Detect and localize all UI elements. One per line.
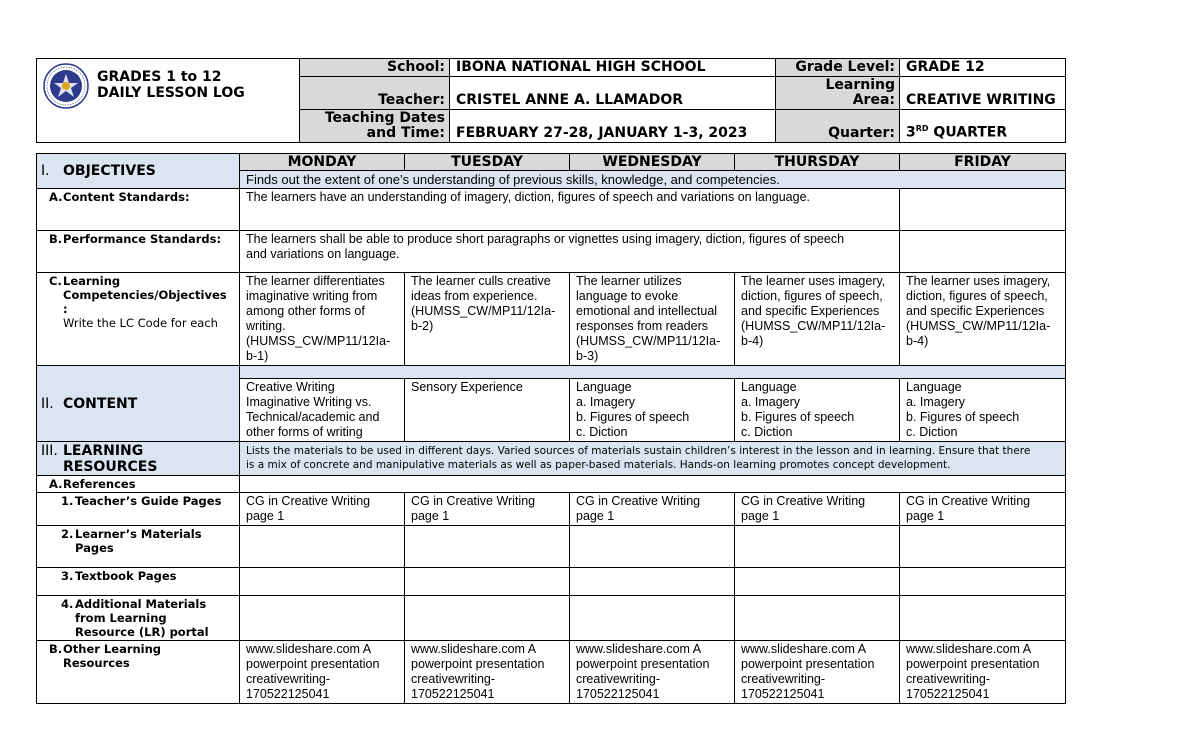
school-label: School: <box>300 59 450 77</box>
tb-monday <box>240 568 405 596</box>
content-thursday: Language a. Imagery b. Figures of speech c. Diction <box>735 379 900 442</box>
am-wednesday <box>570 596 735 641</box>
lm-friday <box>900 526 1066 568</box>
teacher-label: Teacher: <box>300 77 450 110</box>
competencies-label: C.Learning Competencies/Objectives : Write the LC Code for each <box>37 273 240 366</box>
content-standards-text: The learners have an understanding of imagery, diction, figures of speech and variations on language. <box>240 189 900 231</box>
performance-standards-text: The learners shall be able to produce short paragraphs or vignettes using imagery, diction, figures of speech and variations on language. <box>240 231 900 273</box>
am-thursday <box>735 596 900 641</box>
learning-resources-heading: III. LEARNING RESOURCES <box>37 442 240 476</box>
am-friday <box>900 596 1066 641</box>
tb-friday <box>900 568 1066 596</box>
performance-standards-friday <box>900 231 1066 273</box>
tg-monday: CG in Creative Writing page 1 <box>240 493 405 526</box>
lm-monday <box>240 526 405 568</box>
additional-materials-label: 4. Additional Materials from Learning Resource (LR) portal <box>37 596 240 641</box>
day-thursday: THURSDAY <box>735 154 900 171</box>
header-table <box>36 58 1066 143</box>
learning-resources-description: Lists the materials to be used in different days. Varied sources of materials sustain children’s interest in the lesson and in learning. Ensure that there is a mix of concrete and manipulative materials as well as paper-based materials. Hands-on learning promotes concept development. <box>240 442 1066 476</box>
content-friday: Language a. Imagery b. Figures of speech c. Diction <box>900 379 1066 442</box>
title-line-1: GRADES 1 to 12 <box>97 69 222 85</box>
tg-friday: CG in Creative Writing page 1 <box>900 493 1066 526</box>
tb-tuesday <box>405 568 570 596</box>
references-label: A.References <box>37 476 240 493</box>
lm-wednesday <box>570 526 735 568</box>
day-monday: MONDAY <box>240 154 405 171</box>
competency-wednesday: The learner utilizes language to evoke emotional and intellectual responses from readers (HUMSS_CW/MP11/12Ia- b-3) <box>570 273 735 366</box>
references-row <box>240 476 1066 493</box>
other-resources-label: B.Other Learning Resources <box>37 641 240 704</box>
title-line-2: DAILY LESSON LOG <box>97 85 245 101</box>
other-wednesday: www.slideshare.com A powerpoint presentation creativewriting- 170522125041 <box>570 641 735 704</box>
competency-friday: The learner uses imagery, diction, figures of speech, and specific Experiences (HUMSS_CW/MP11/12Ia- b-4) <box>900 273 1066 366</box>
lesson-log-table <box>36 153 1066 704</box>
teaching-dates-label: Teaching Dates and Time: <box>300 110 450 143</box>
content-blue-band <box>240 366 1066 379</box>
textbook-pages-label: 3. Textbook Pages <box>37 568 240 596</box>
tg-tuesday: CG in Creative Writing page 1 <box>405 493 570 526</box>
tg-wednesday: CG in Creative Writing page 1 <box>570 493 735 526</box>
title-cell <box>37 59 300 143</box>
content-tuesday: Sensory Experience <box>405 379 570 442</box>
teachers-guide-label: 1. Teacher’s Guide Pages <box>37 493 240 526</box>
competency-thursday: The learner uses imagery, diction, figures of speech, and specific Experiences (HUMSS_CW/MP11/12Ia- b-4) <box>735 273 900 366</box>
teacher-value: CRISTEL ANNE A. LLAMADOR <box>450 77 776 110</box>
other-monday: www.slideshare.com A powerpoint presentation creativewriting- 170522125041 <box>240 641 405 704</box>
other-tuesday: www.slideshare.com A powerpoint presentation creativewriting- 170522125041 <box>405 641 570 704</box>
tb-wednesday <box>570 568 735 596</box>
performance-standards-label: B.Performance Standards: <box>37 231 240 273</box>
am-monday <box>240 596 405 641</box>
quarter-label: Quarter: <box>776 110 900 143</box>
content-monday: Creative Writing Imaginative Writing vs. Technical/academic and other forms of writing <box>240 379 405 442</box>
content-standards-friday <box>900 189 1066 231</box>
grade-level-value: GRADE 12 <box>900 59 1066 77</box>
lm-thursday <box>735 526 900 568</box>
learners-materials-label: 2. Learner’s Materials Pages <box>37 526 240 568</box>
objectives-heading: I. OBJECTIVES <box>37 154 240 189</box>
am-tuesday <box>405 596 570 641</box>
competency-monday: The learner differentiates imaginative writing from among other forms of writing. (HUMSS_CW/MP11/12Ia- b-1) <box>240 273 405 366</box>
content-standards-label: A.Content Standards: <box>37 189 240 231</box>
objectives-intro: Finds out the extent of one’s understanding of previous skills, knowledge, and competencies. <box>240 171 1066 189</box>
grade-level-label: Grade Level: <box>776 59 900 77</box>
tg-thursday: CG in Creative Writing page 1 <box>735 493 900 526</box>
tb-thursday <box>735 568 900 596</box>
learning-area-value: CREATIVE WRITING <box>900 77 1066 110</box>
other-thursday: www.slideshare.com A powerpoint presentation creativewriting- 170522125041 <box>735 641 900 704</box>
learning-area-label: Learning Area: <box>776 77 900 110</box>
content-wednesday: Language a. Imagery b. Figures of speech c. Diction <box>570 379 735 442</box>
deped-seal-icon <box>43 63 89 109</box>
school-value: IBONA NATIONAL HIGH SCHOOL <box>450 59 776 77</box>
day-tuesday: TUESDAY <box>405 154 570 171</box>
quarter-value: 3RD QUARTER <box>900 110 1066 143</box>
competency-tuesday: The learner culls creative ideas from experience. (HUMSS_CW/MP11/12Ia- b-2) <box>405 273 570 366</box>
teaching-dates-value: FEBRUARY 27-28, JANUARY 1-3, 2023 <box>450 110 776 143</box>
day-friday: FRIDAY <box>900 154 1066 171</box>
day-wednesday: WEDNESDAY <box>570 154 735 171</box>
content-heading: II. CONTENT <box>37 366 240 442</box>
lm-tuesday <box>405 526 570 568</box>
other-friday: www.slideshare.com A powerpoint presentation creativewriting- 170522125041 <box>900 641 1066 704</box>
